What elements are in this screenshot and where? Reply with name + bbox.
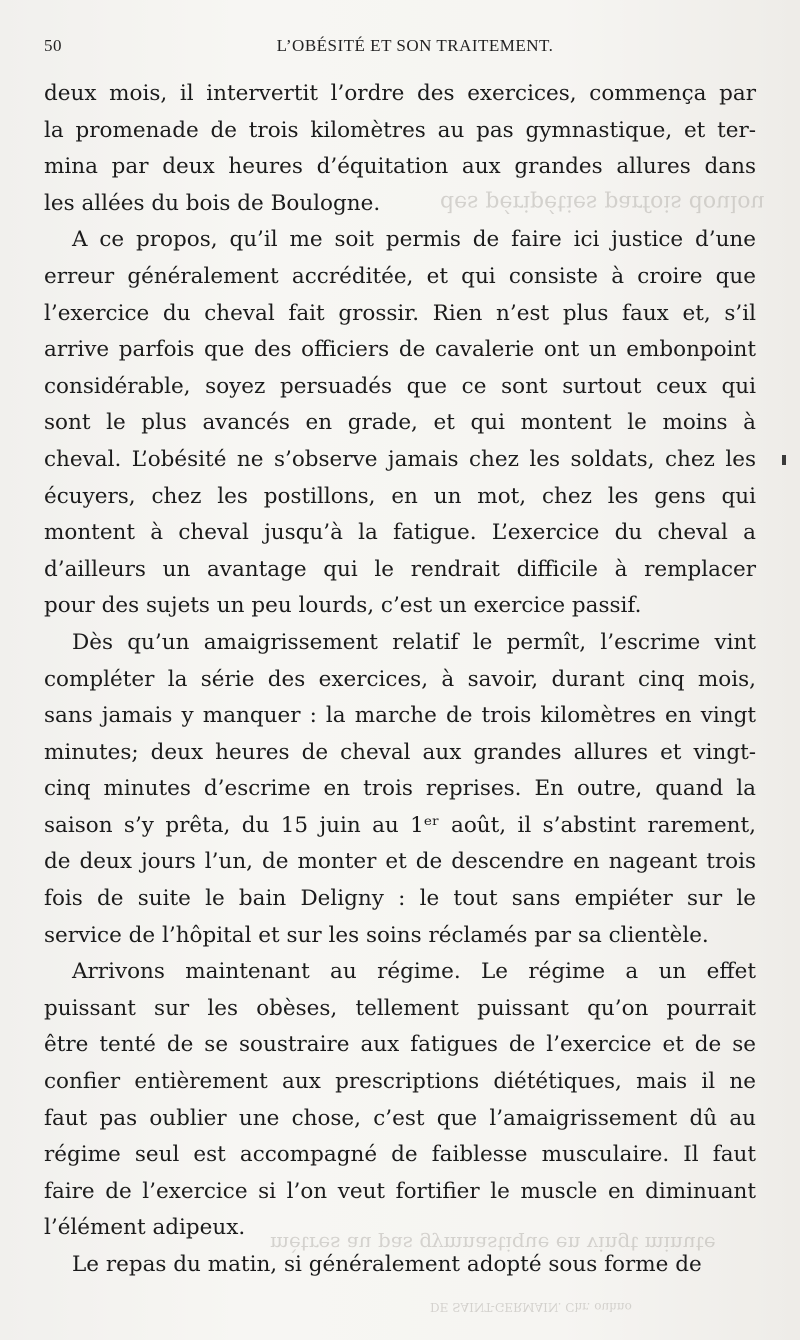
show-through-text-upper: des péripéties parfois doulou xyxy=(440,190,765,215)
text-line: les allées du bois de Boulogne. xyxy=(44,190,381,216)
text-line: saison s’y prêta, du 15 juin au 1ᵉʳ août, il s’abstint rarement, xyxy=(44,812,756,838)
text-line: puissant sur les obèses, tellement puissant qu’on pourrait xyxy=(44,995,756,1021)
text-line: régime seul est accompagné de faiblesse musculaire. Il faut xyxy=(44,1142,756,1168)
margin-speck xyxy=(782,455,786,465)
text-line: Le repas du matin, si généralement adopté sous forme de xyxy=(72,1252,702,1277)
text-line: fois de suite le bain Deligny : le tout sans empiéter sur le xyxy=(44,886,756,912)
text-line: compléter la série des exercices, à savoir, durant cinq mois, xyxy=(44,666,756,692)
text-line: être tenté de se soustraire aux fatigues de l’exercice et de se xyxy=(44,1032,756,1058)
text-line: deux mois, il intervertit l’ordre des exercices, commença par xyxy=(44,81,756,106)
text-line: de deux jours l’un, de monter et de descendre en nageant trois xyxy=(44,849,756,875)
text-line: d’ailleurs un avantage qui le rendrait difficile à remplacer xyxy=(44,556,756,582)
text-line: cinq minutes d’escrime en trois reprises. En outre, quand la xyxy=(44,776,756,802)
text-line: montent à cheval jusqu’à la fatigue. L’exercice du cheval a xyxy=(44,520,756,546)
text-line: sont le plus avancés en grade, et qui montent le moins à xyxy=(44,410,756,436)
text-line: l’exercice du cheval fait grossir. Rien n’est plus faux et, s’il xyxy=(44,300,756,326)
text-line: mina par deux heures d’équitation aux grandes allures dans xyxy=(44,154,756,180)
show-through-printer-line: DE SAINT-GERMAIN. Chr. ouhno xyxy=(430,1300,632,1314)
text-line: considérable, soyez persuadés que ce sont surtout ceux qui xyxy=(44,373,756,399)
running-title: L’OBÉSITÉ ET SON TRAITEMENT. xyxy=(276,36,554,55)
text-line: erreur généralement accréditée, et qui consiste à croire que xyxy=(44,263,756,289)
text-line: arrive parfois que des officiers de cavalerie ont un embonpoint xyxy=(44,337,756,363)
text-line: service de l’hôpital et sur les soins réclamés par sa clientèle. xyxy=(44,922,709,948)
text-line: l’élément adipeux. xyxy=(44,1215,246,1241)
running-head xyxy=(44,36,756,60)
text-line: Arrivons maintenant au régime. Le régime a un effet xyxy=(72,959,756,985)
show-through-text-lower: mètres au pas gymnastique en vingt minute xyxy=(270,1232,716,1256)
text-line: la promenade de trois kilomètres au pas gymnastique, et ter- xyxy=(44,117,756,143)
text-line: sans jamais y manquer : la marche de trois kilomètres en vingt xyxy=(44,703,756,729)
text-line: écuyers, chez les postillons, en un mot, chez les gens qui xyxy=(44,483,756,509)
body-text xyxy=(44,76,756,1284)
text-line: minutes; deux heures de cheval aux grandes allures et vingt- xyxy=(44,739,756,765)
text-line: faire de l’exercice si l’on veut fortifier le muscle en diminuant xyxy=(44,1178,756,1204)
page-number: 50 xyxy=(44,36,62,55)
text-line: faut pas oublier une chose, c’est que l’amaigrissement dû au xyxy=(44,1105,756,1131)
text-line: Dès qu’un amaigrissement relatif le permît, l’escrime vint xyxy=(72,629,756,655)
text-line: A ce propos, qu’il me soit permis de faire ici justice d’une xyxy=(72,227,756,253)
text-line: confier entièrement aux prescriptions diététiques, mais il ne xyxy=(44,1069,756,1095)
text-line: cheval. L’obésité ne s’observe jamais chez les soldats, chez les xyxy=(44,446,756,472)
text-line: pour des sujets un peu lourds, c’est un exercice passif. xyxy=(44,593,642,619)
